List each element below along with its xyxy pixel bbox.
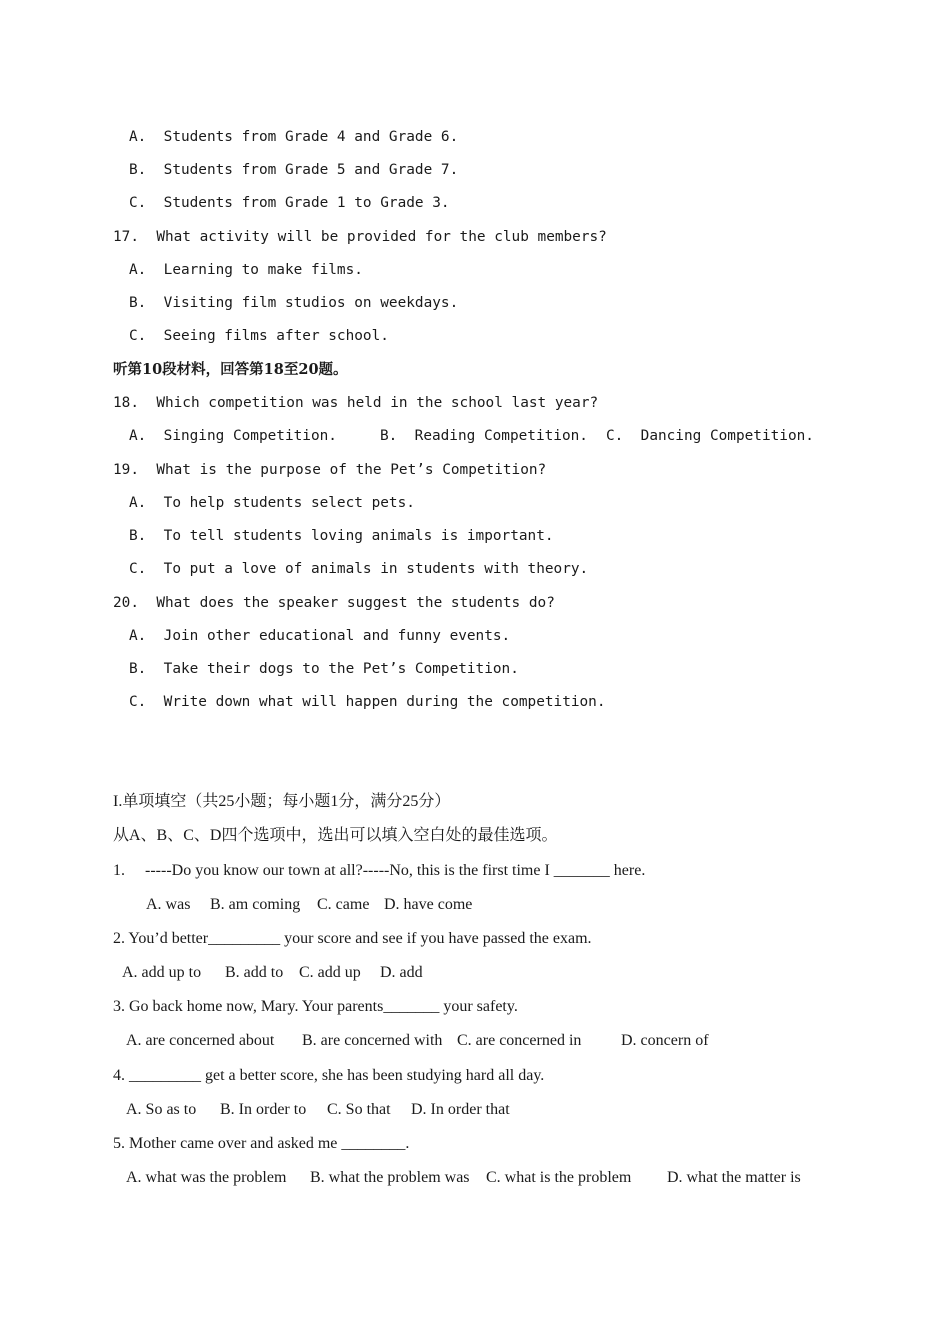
grammar-q2-option-a: A. add up to: [122, 964, 202, 981]
grammar-q5-option-a: A. what was the problem: [126, 1169, 287, 1186]
grammar-q1-option-d: D. have come: [384, 896, 473, 913]
grammar-q3-option-c: C. are concerned in: [457, 1032, 582, 1049]
grammar-q1-options: [0, 895, 950, 915]
grammar-q5-stem: 5. Mother came over and asked me ________.: [113, 1135, 410, 1152]
grammar-q5-options: [0, 1168, 950, 1188]
q16-option-a: A. Students from Grade 4 and Grade 6.: [129, 129, 459, 145]
q19-question: 19. What is the purpose of the Pet’s Competition?: [113, 462, 547, 478]
grammar-q4-stem: 4. _________ get a better score, she has been studying hard all day.: [113, 1067, 545, 1084]
grammar-q5-option-c: C. what is the problem: [486, 1169, 632, 1186]
grammar-section-title: I.单项填空（共25小题；每小题1分，满分25分）: [113, 793, 451, 810]
grammar-q2-stem: 2. You’d better_________ your score and see if you have passed the exam.: [113, 930, 592, 947]
grammar-instruction: 从A、B、C、D四个选项中，选出可以填入空白处的最佳选项。: [113, 827, 558, 844]
grammar-q2-options: [0, 963, 950, 983]
grammar-q1-stem: 1. -----Do you know our town at all?-----No, this is the first time I _______ here.: [113, 862, 646, 879]
grammar-q4-option-b: B. In order to: [220, 1101, 307, 1118]
grammar-q3-option-b: B. are concerned with: [302, 1032, 443, 1049]
grammar-q3-option-d: D. concern of: [621, 1032, 709, 1049]
grammar-q1-option-c: C. came: [317, 896, 370, 913]
grammar-q1-option-a: A. was: [146, 896, 191, 913]
grammar-q2-option-d: D. add: [380, 964, 423, 981]
q20-question: 20. What does the speaker suggest the students do?: [113, 595, 555, 611]
grammar-q5-option-b: B. what the problem was: [310, 1169, 470, 1186]
q19-option-c: C. To put a love of animals in students with theory.: [129, 561, 589, 577]
grammar-q4-option-c: C. So that: [327, 1101, 391, 1118]
grammar-q3-stem: 3. Go back home now, Mary. Your parents_______ your safety.: [113, 998, 518, 1015]
grammar-q2-option-c: C. add up: [299, 964, 361, 981]
q17-option-c: C. Seeing films after school.: [129, 328, 389, 344]
q19-option-b: B. To tell students loving animals is important.: [129, 528, 554, 544]
q18-option-a: A. Singing Competition.: [129, 428, 337, 444]
q18-options-row: [0, 426, 950, 446]
q17-option-a: A. Learning to make films.: [129, 262, 363, 278]
q20-option-b: B. Take their dogs to the Pet’s Competition.: [129, 661, 519, 677]
q20-option-c: C. Write down what will happen during the competition.: [129, 694, 606, 710]
q17-option-b: B. Visiting film studios on weekdays.: [129, 295, 459, 311]
q18-question: 18. Which competition was held in the school last year?: [113, 395, 599, 411]
q19-option-a: A. To help students select pets.: [129, 495, 415, 511]
grammar-q4-options: [0, 1100, 950, 1120]
section-10-heading: 听第10段材料，回答第18至20题。: [113, 361, 348, 378]
q17-question: 17. What activity will be provided for the club members?: [113, 229, 607, 245]
grammar-q2-option-b: B. add to: [225, 964, 284, 981]
grammar-q3-options: [0, 1031, 950, 1051]
grammar-q5-option-d: D. what the matter is: [667, 1169, 801, 1186]
grammar-q4-option-d: D. In order that: [411, 1101, 510, 1118]
q16-option-c: C. Students from Grade 1 to Grade 3.: [129, 195, 450, 211]
grammar-q1-option-b: B. am coming: [210, 896, 301, 913]
q20-option-a: A. Join other educational and funny events.: [129, 628, 511, 644]
q18-option-c: C. Dancing Competition.: [606, 428, 814, 444]
q16-option-b: B. Students from Grade 5 and Grade 7.: [129, 162, 459, 178]
grammar-q3-option-a: A. are concerned about: [126, 1032, 275, 1049]
grammar-q4-option-a: A. So as to: [126, 1101, 197, 1118]
q18-option-b: B. Reading Competition.: [380, 428, 588, 444]
